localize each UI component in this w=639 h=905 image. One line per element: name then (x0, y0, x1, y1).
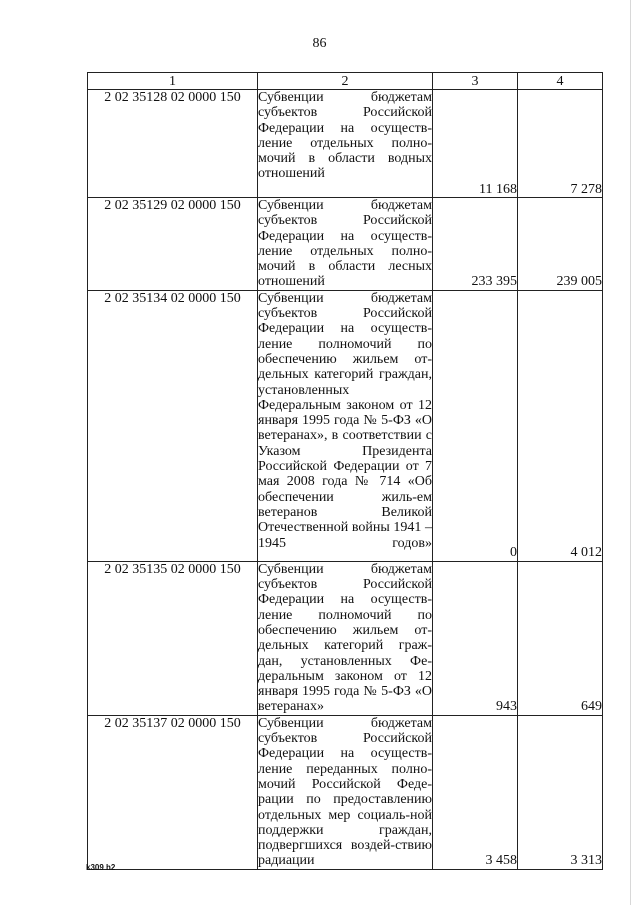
value-col4: 239 005 (518, 198, 603, 291)
value-col3: 233 395 (433, 198, 518, 291)
column-header-1: 1 (88, 73, 258, 90)
budget-table (87, 72, 603, 870)
column-header-4: 4 (518, 73, 603, 90)
footer-code: k309 h2 (86, 863, 116, 872)
budget-code: 2 02 35134 02 0000 150 (88, 290, 258, 561)
budget-code: 2 02 35128 02 0000 150 (88, 90, 258, 198)
table-row (88, 715, 603, 869)
value-col4: 4 012 (518, 290, 603, 561)
budget-code: 2 02 35135 02 0000 150 (88, 561, 258, 715)
value-col4: 7 278 (518, 90, 603, 198)
table-row (88, 561, 603, 715)
value-col4: 3 313 (518, 715, 603, 869)
row-description: Субвенции бюджетам субъектов Российской Федерации на осуществ-ление отдельных полно-мочий в области лесных отношений (258, 198, 432, 290)
budget-code: 2 02 35129 02 0000 150 (88, 198, 258, 291)
value-col4: 649 (518, 561, 603, 715)
value-col3: 943 (433, 561, 518, 715)
table-row (88, 90, 603, 198)
value-col3: 11 168 (433, 90, 518, 198)
column-header-3: 3 (433, 73, 518, 90)
table-header-row (88, 73, 603, 90)
row-description: Субвенции бюджетам субъектов Российской Федерации на осуществ-ление полномочий по обеспечению жильем от-дельных категорий граждан, установленных Федеральным законом от 12 января 1995 года № 5-ФЗ «О ветеранах», в соответствии с Указом Президента Российской Федерации от 7 мая 2008 года № 714 «Об обеспечении жиль-ем ветеранов Великой Отечественной войны 1941 – 1945 годов» (258, 290, 433, 561)
page-edge-line (630, 0, 631, 905)
row-description: Субвенции бюджетам субъектов Российской Федерации на осуществ-ление переданных полно-мочий Российской Феде-рации по предоставлению отдельных мер социаль-ной поддержки граждан, подвергшихся воздей-ствию радиации (258, 715, 432, 869)
column-header-2: 2 (258, 73, 433, 90)
budget-code: 2 02 35137 02 0000 150 (88, 715, 258, 869)
row-description: Субвенции бюджетам субъектов Российской Федерации на осуществ-ление полномочий по обеспечению жильем от-дельных категорий граж-дан, установленных Фе-деральным законом от 12 января 1995 года № 5-ФЗ «О ветеранах» (258, 561, 432, 715)
table-row (88, 198, 603, 291)
table-row (88, 290, 603, 561)
value-col3: 0 (433, 290, 518, 561)
page-number: 86 (312, 36, 327, 51)
row-description: Субвенции бюджетам субъектов Российской Федерации на осуществ-ление отдельных полно-мочий в области водных отношений (258, 90, 433, 198)
value-col3: 3 458 (433, 715, 518, 869)
